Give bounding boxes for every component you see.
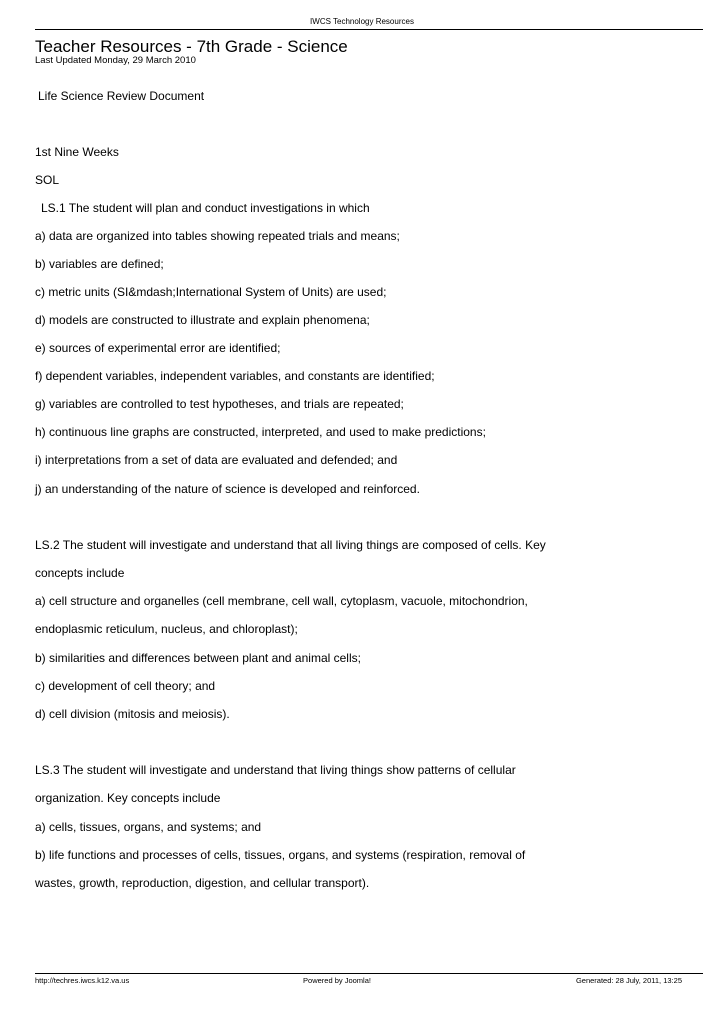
ls3-intro: LS.3 The student will investigate and understand that living things show patterns of cellular <box>35 763 516 777</box>
period-heading: 1st Nine Weeks <box>35 145 119 159</box>
ls2-item-a: a) cell structure and organelles (cell membrane, cell wall, cytoplasm, vacuole, mitochondrion, <box>35 594 528 608</box>
ls3-item-a: a) cells, tissues, organs, and systems; and <box>35 820 262 834</box>
ls2-item-d: d) cell division (mitosis and meiosis). <box>35 707 230 721</box>
ls1-item: j) an understanding of the nature of science is developed and reinforced. <box>35 482 420 496</box>
ls1-item: i) interpretations from a set of data are evaluated and defended; and <box>35 453 398 467</box>
ls2-item-b: b) similarities and differences between plant and animal cells; <box>35 651 361 665</box>
ls2-item-c: c) development of cell theory; and <box>35 679 216 693</box>
ls2-intro: LS.2 The student will investigate and understand that all living things are composed of cells. Key <box>35 538 546 552</box>
ls2-intro-continued: concepts include <box>35 566 125 580</box>
footer-divider <box>35 973 703 974</box>
ls1-item: g) variables are controlled to test hypotheses, and trials are repeated; <box>35 397 404 411</box>
ls3-item-b: b) life functions and processes of cells, tissues, organs, and systems (respiration, removal of <box>35 848 526 862</box>
ls1-item: b) variables are defined; <box>35 257 164 271</box>
footer-powered-by: Powered by Joomla! <box>303 976 371 985</box>
ls3-intro-continued: organization. Key concepts include <box>35 791 221 805</box>
ls1-item: c) metric units (SI&mdash;International System of Units) are used; <box>35 285 387 299</box>
site-header: IWCS Technology Resources <box>310 17 414 26</box>
ls3-item-b-continued: wastes, growth, reproduction, digestion, and cellular transport). <box>35 876 370 890</box>
header-divider <box>35 29 703 30</box>
document-title: Life Science Review Document <box>38 89 205 103</box>
ls1-item: a) data are organized into tables showing repeated trials and means; <box>35 229 400 243</box>
last-updated: Last Updated Monday, 29 March 2010 <box>35 55 196 66</box>
ls2-item-a-continued: endoplasmic reticulum, nucleus, and chloroplast); <box>35 622 298 636</box>
ls1-item: h) continuous line graphs are constructed, interpreted, and used to make predictions; <box>35 425 486 439</box>
page-title: Teacher Resources - 7th Grade - Science <box>35 37 348 56</box>
ls1-item: f) dependent variables, independent variables, and constants are identified; <box>35 369 435 383</box>
ls1-item: d) models are constructed to illustrate and explain phenomena; <box>35 313 370 327</box>
footer-generated: Generated: 28 July, 2011, 13:25 <box>575 976 682 985</box>
sol-label: SOL <box>35 173 60 187</box>
ls1-intro: LS.1 The student will plan and conduct investigations in which <box>41 201 370 215</box>
ls1-item: e) sources of experimental error are identified; <box>35 341 281 355</box>
footer-url: http://techres.iwcs.k12.va.us <box>35 976 130 985</box>
